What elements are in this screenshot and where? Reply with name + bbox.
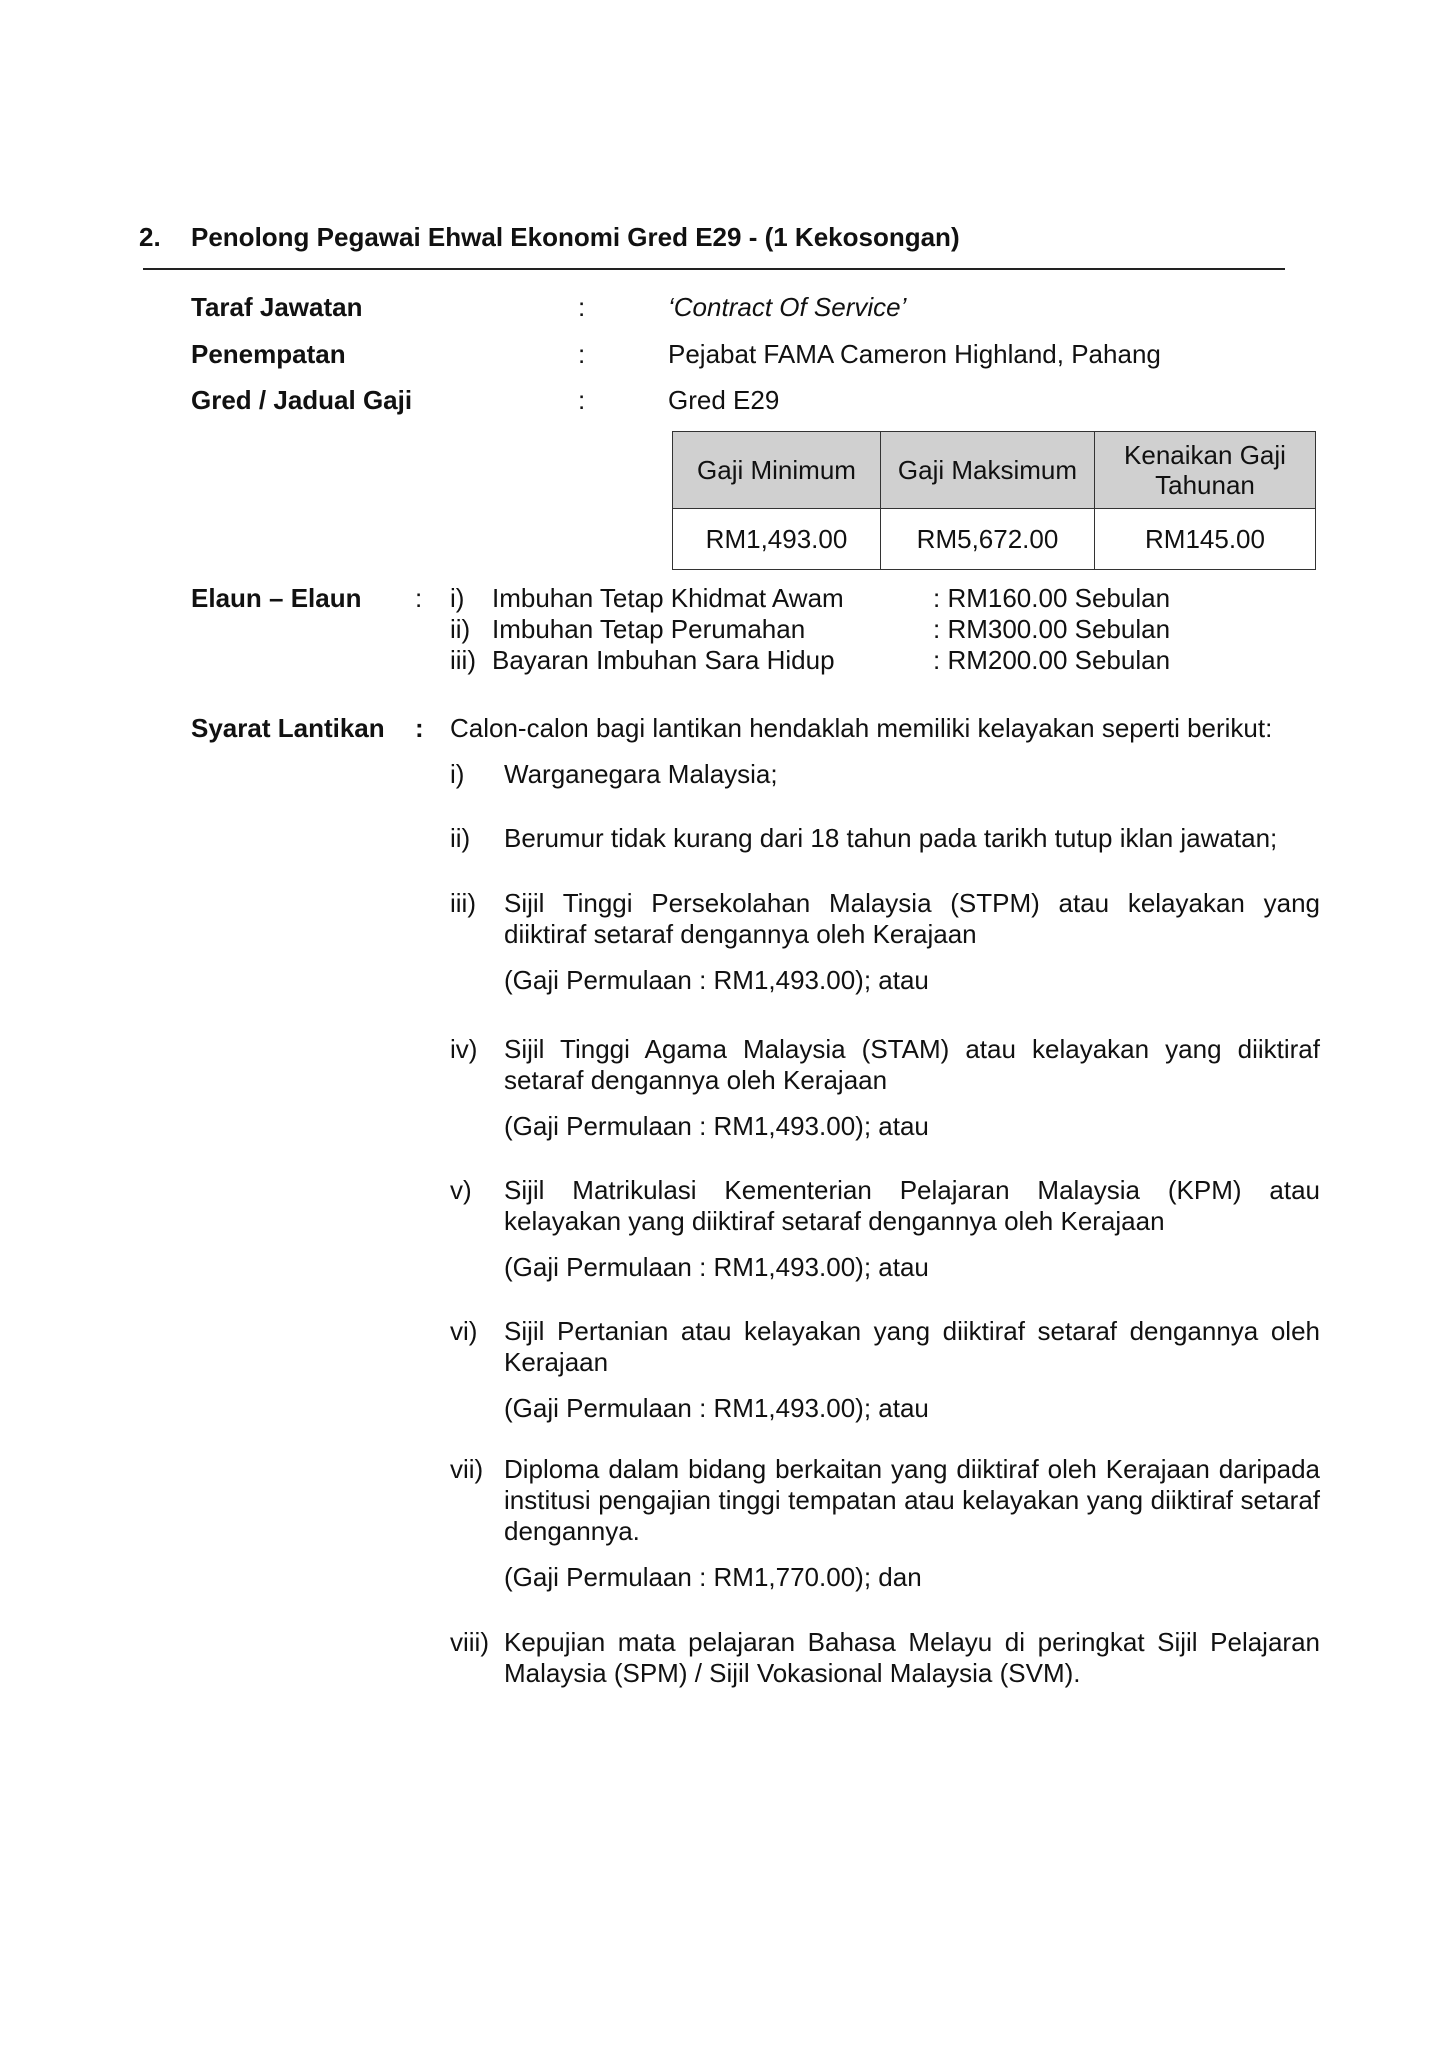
elaun-name: Bayaran Imbuhan Sara Hidup: [492, 645, 835, 675]
syarat-gaji: (Gaji Permulaan : RM1,493.00); atau: [504, 1252, 929, 1282]
syarat-text: Sijil Pertanian atau kelayakan yang diiktiraf setaraf dengannya oleh Kerajaan: [504, 1316, 1320, 1377]
syarat-text: Kepujian mata pelajaran Bahasa Melayu di peringkat Sijil Pelajaran Malaysia (SPM) / Sijil Vokasional Malaysia (SVM).: [504, 1627, 1320, 1688]
salary-table: [672, 431, 1316, 570]
elaun-num: i): [450, 583, 465, 613]
syarat-num: i): [450, 759, 465, 789]
heading-divider: [143, 268, 1285, 270]
syarat-num: viii): [450, 1627, 489, 1657]
elaun-label: Elaun – Elaun: [191, 583, 362, 613]
syarat-text: Sijil Tinggi Agama Malaysia (STAM) atau kelayakan yang diiktiraf setaraf dengannya oleh Kerajaan: [504, 1034, 1320, 1095]
syarat-num: v): [450, 1175, 472, 1205]
field-value-penempatan: Pejabat FAMA Cameron Highland, Pahang: [668, 339, 1161, 369]
syarat-text: Sijil Tinggi Persekolahan Malaysia (STPM) atau kelayakan yang diiktiraf setaraf dengannya oleh Kerajaan: [504, 888, 1320, 949]
syarat-num: iv): [450, 1034, 478, 1064]
field-label-penempatan: Penempatan: [191, 339, 346, 369]
syarat-gaji: (Gaji Permulaan : RM1,770.00); dan: [504, 1562, 922, 1592]
salary-header: Gaji Maksimum: [881, 432, 1095, 509]
syarat-text: Sijil Matrikulasi Kementerian Pelajaran Malaysia (KPM) atau kelayakan yang diiktiraf setaraf dengannya oleh Kerajaan: [504, 1175, 1320, 1236]
syarat-intro: Calon-calon bagi lantikan hendaklah memiliki kelayakan seperti berikut:: [450, 713, 1273, 743]
syarat-num: iii): [450, 888, 476, 918]
field-value-gred: Gred E29: [668, 385, 780, 415]
syarat-label: Syarat Lantikan: [191, 713, 385, 743]
section-title: Penolong Pegawai Ehwal Ekonomi Gred E29 - (1 Kekosongan): [191, 222, 960, 252]
elaun-name: Imbuhan Tetap Perumahan: [492, 614, 806, 644]
salary-value: RM1,493.00: [673, 509, 881, 570]
field-label-gred: Gred / Jadual Gaji: [191, 385, 413, 415]
syarat-gaji: (Gaji Permulaan : RM1,493.00); atau: [504, 1111, 929, 1141]
syarat-num: vi): [450, 1316, 478, 1346]
syarat-gaji: (Gaji Permulaan : RM1,493.00); atau: [504, 1393, 929, 1423]
section-number: 2.: [139, 222, 161, 252]
salary-value: RM5,672.00: [881, 509, 1095, 570]
syarat-sep: :: [415, 713, 424, 743]
syarat-text: Warganegara Malaysia;: [504, 759, 778, 789]
elaun-amount: : RM200.00 Sebulan: [933, 645, 1171, 675]
field-sep: :: [578, 292, 586, 322]
field-sep: :: [578, 339, 586, 369]
field-label-taraf-jawatan: Taraf Jawatan: [191, 292, 363, 322]
elaun-num: ii): [450, 614, 471, 644]
elaun-sep: :: [415, 583, 423, 613]
syarat-gaji: (Gaji Permulaan : RM1,493.00); atau: [504, 965, 929, 995]
elaun-num: iii): [450, 645, 476, 675]
syarat-num: vii): [450, 1454, 484, 1484]
elaun-name: Imbuhan Tetap Khidmat Awam: [492, 583, 844, 613]
salary-header: Kenaikan Gaji Tahunan: [1095, 432, 1316, 509]
syarat-text: Diploma dalam bidang berkaitan yang diiktiraf oleh Kerajaan daripada institusi pengajian tinggi tempatan atau kelayakan yang diiktiraf setaraf dengannya.: [504, 1454, 1320, 1546]
elaun-amount: : RM160.00 Sebulan: [933, 583, 1171, 613]
salary-header: Gaji Minimum: [673, 432, 881, 509]
field-value-taraf-jawatan: ‘Contract Of Service’: [668, 292, 907, 322]
syarat-num: ii): [450, 823, 471, 853]
salary-value: RM145.00: [1095, 509, 1316, 570]
field-sep: :: [578, 385, 586, 415]
elaun-amount: : RM300.00 Sebulan: [933, 614, 1171, 644]
syarat-text: Berumur tidak kurang dari 18 tahun pada tarikh tutup iklan jawatan;: [504, 823, 1278, 853]
